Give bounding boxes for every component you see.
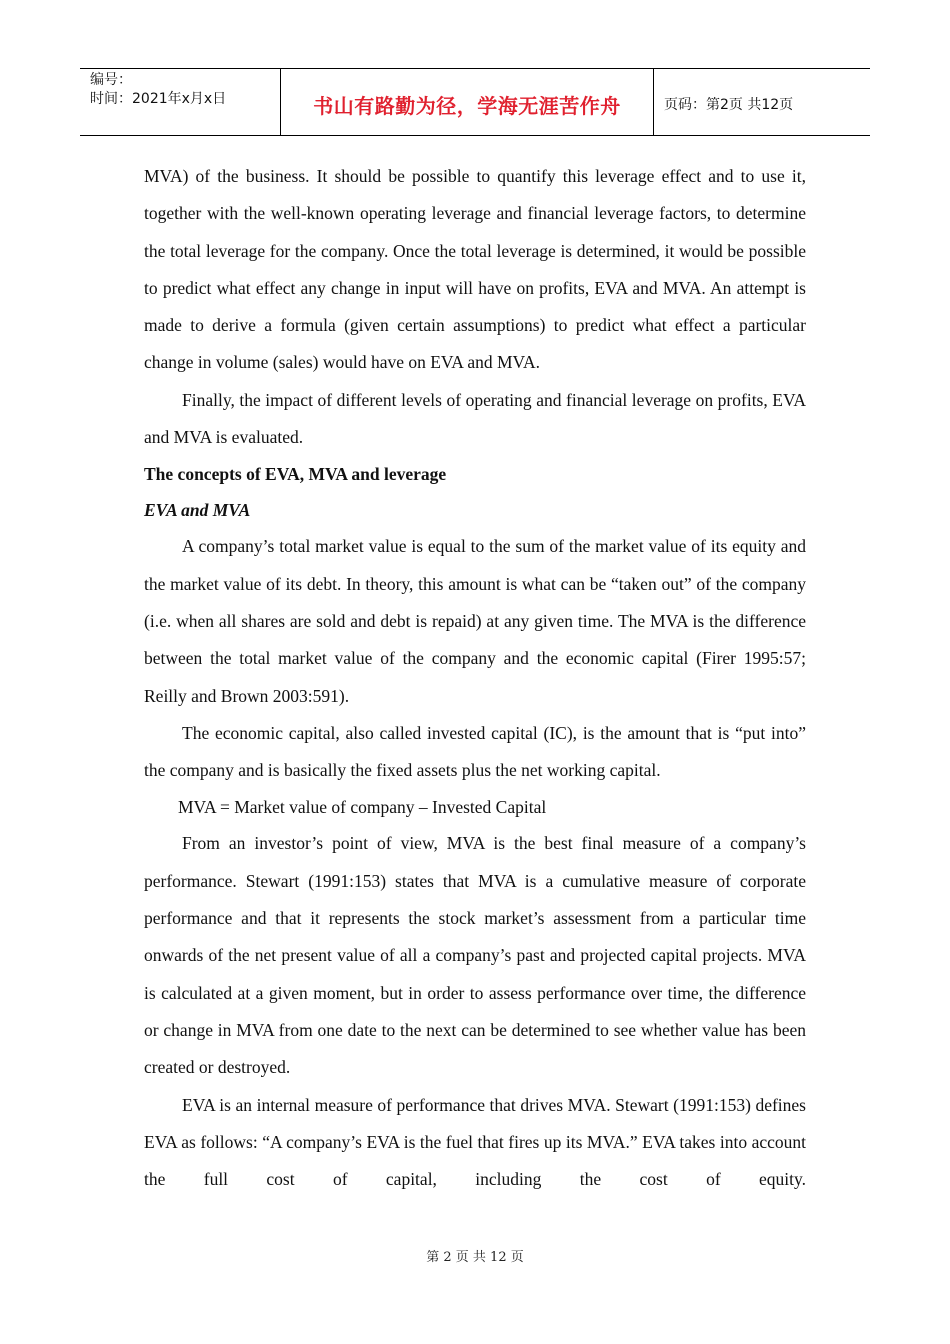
- paragraph-2: Finally, the impact of different levels of operating and financial leverage on profits, EVA and MVA is evaluated.: [144, 389, 806, 448]
- paragraph-5: From an investor’s point of view, MVA is the best final measure of a company’s performance. Stewart (1991:153) states that MVA is a cumulative measure of corporate performance and that it represents the stock market’s assessment from a particular time onwards of the net present value of all a company’s past and projected capital projects. MVA is calculated at a given moment, but in order to assess performance over time, the difference or change in MVA from one date to the next can be determined to see whether value has been created or destroyed.: [144, 833, 806, 1078]
- paragraph-3: A company’s total market value is equal to the sum of the market value of its equity and the market value of its debt. In theory, this amount is what can be “taken out” of the company (i.e. when all shares are sold and debt is repaid) at any given time. The MVA is the difference between the total market value of the company and the economic capital (Firer 1995:57; Reilly and Brown 2003:591).: [144, 536, 806, 706]
- header-number-label: 编号：: [90, 72, 132, 88]
- header-page-info: 页码：第2页 共12页: [664, 97, 794, 113]
- paragraph-1: MVA) of the business. It should be possible to quantify this leverage effect and to use it, together with the well-known operating leverage and financial leverage factors, to determine the total leverage for the company. Once the total leverage is determined, it would be possible to predict what effect any change in input will have on profits, EVA and MVA. An attempt is made to derive a formula (given certain assumptions) to predict what effect a particular change in volume (sales) would have on EVA and MVA.: [144, 166, 806, 373]
- page-header: [80, 68, 870, 136]
- paragraph-6: EVA is an internal measure of performance that drives MVA. Stewart (1991:153) defines EVA as follows: “A company’s EVA is the fuel that fires up its MVA.” EVA takes into account the full cost of capital, including the cost of equity.: [144, 1094, 806, 1190]
- subsection-heading: EVA and MVA: [144, 500, 251, 521]
- section-heading: The concepts of EVA, MVA and leverage: [144, 464, 447, 485]
- page-footer: 第 2 页 共 12 页: [426, 1250, 524, 1265]
- header-meta: [80, 69, 281, 135]
- header-motto: 书山有路勤为径，学海无涯苦作舟: [281, 69, 654, 135]
- paragraph-4: The economic capital, also called invested capital (IC), is the amount that is “put into” the company and is basically the fixed assets plus the net working capital.: [144, 722, 806, 781]
- document-body: [144, 158, 806, 1198]
- header-time-label: 时间：2021年x月x日: [90, 91, 227, 107]
- formula-mva: MVA = Market value of company – Invested Capital: [178, 797, 547, 818]
